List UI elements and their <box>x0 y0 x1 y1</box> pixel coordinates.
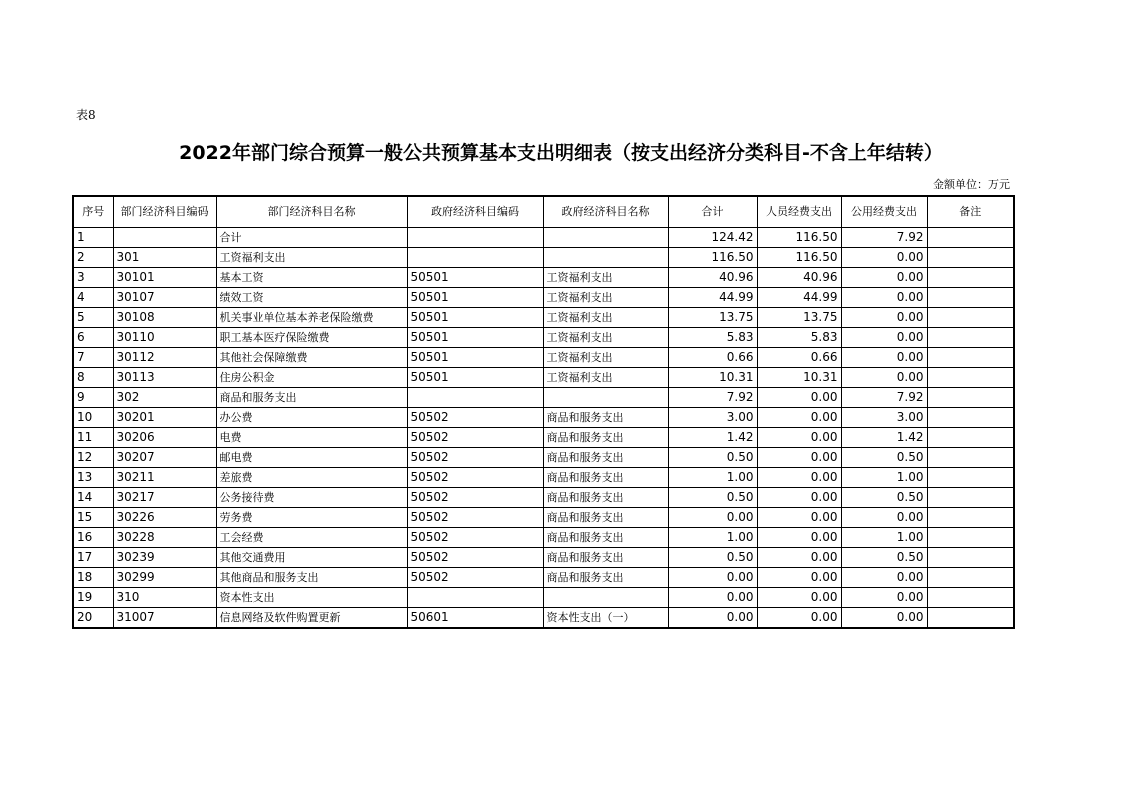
cell-seq: 5 <box>73 308 113 328</box>
cell-personnel: 0.00 <box>757 428 841 448</box>
cell-personnel: 0.00 <box>757 468 841 488</box>
cell-gov-code <box>407 588 543 608</box>
cell-dept-name: 邮电费 <box>216 448 407 468</box>
cell-dept-name: 其他社会保障缴费 <box>216 348 407 368</box>
cell-personnel: 10.31 <box>757 368 841 388</box>
table-row <box>73 568 1014 588</box>
header-seq: 序号 <box>73 196 113 228</box>
cell-dept-name: 职工基本医疗保险缴费 <box>216 328 407 348</box>
cell-personnel: 0.00 <box>757 568 841 588</box>
cell-public: 0.00 <box>841 328 927 348</box>
cell-note <box>927 268 1014 288</box>
cell-personnel: 44.99 <box>757 288 841 308</box>
cell-dept-code: 30101 <box>113 268 216 288</box>
cell-dept-code: 30239 <box>113 548 216 568</box>
cell-gov-name: 工资福利支出 <box>543 268 668 288</box>
cell-public: 0.00 <box>841 268 927 288</box>
cell-total: 1.00 <box>668 528 757 548</box>
table-row <box>73 528 1014 548</box>
cell-total: 0.00 <box>668 608 757 629</box>
cell-public: 0.00 <box>841 588 927 608</box>
table-row <box>73 488 1014 508</box>
cell-public: 1.00 <box>841 468 927 488</box>
cell-total: 0.00 <box>668 588 757 608</box>
cell-dept-code: 30110 <box>113 328 216 348</box>
table-row <box>73 368 1014 388</box>
cell-dept-name: 基本工资 <box>216 268 407 288</box>
table-row <box>73 388 1014 408</box>
table-row <box>73 468 1014 488</box>
table-row <box>73 428 1014 448</box>
table-row <box>73 308 1014 328</box>
cell-gov-code: 50502 <box>407 548 543 568</box>
cell-gov-name: 工资福利支出 <box>543 368 668 388</box>
cell-seq: 11 <box>73 428 113 448</box>
cell-dept-code: 30226 <box>113 508 216 528</box>
cell-total: 0.50 <box>668 548 757 568</box>
cell-gov-name <box>543 388 668 408</box>
cell-total: 0.00 <box>668 508 757 528</box>
header-dept-name: 部门经济科目名称 <box>216 196 407 228</box>
cell-personnel: 0.00 <box>757 528 841 548</box>
cell-note <box>927 408 1014 428</box>
cell-dept-code: 30112 <box>113 348 216 368</box>
cell-gov-code <box>407 388 543 408</box>
cell-seq: 7 <box>73 348 113 368</box>
cell-dept-code: 30107 <box>113 288 216 308</box>
cell-total: 0.50 <box>668 488 757 508</box>
cell-gov-code: 50501 <box>407 368 543 388</box>
page-title: 2022年部门综合预算一般公共预算基本支出明细表（按支出经济分类科目-不含上年结转） <box>179 142 943 164</box>
cell-dept-code: 302 <box>113 388 216 408</box>
cell-dept-code: 30228 <box>113 528 216 548</box>
cell-total: 0.00 <box>668 568 757 588</box>
cell-public: 0.50 <box>841 548 927 568</box>
cell-public: 0.00 <box>841 308 927 328</box>
cell-gov-code <box>407 248 543 268</box>
cell-gov-code: 50501 <box>407 328 543 348</box>
cell-total: 44.99 <box>668 288 757 308</box>
cell-seq: 10 <box>73 408 113 428</box>
cell-seq: 16 <box>73 528 113 548</box>
cell-dept-name: 工资福利支出 <box>216 248 407 268</box>
cell-total: 7.92 <box>668 388 757 408</box>
cell-dept-name: 办公费 <box>216 408 407 428</box>
cell-total: 3.00 <box>668 408 757 428</box>
cell-dept-code: 30207 <box>113 448 216 468</box>
cell-dept-name: 合计 <box>216 228 407 248</box>
header-public: 公用经费支出 <box>841 196 927 228</box>
cell-gov-code: 50502 <box>407 428 543 448</box>
table-number-label: 表8 <box>76 108 96 122</box>
cell-dept-code: 30201 <box>113 408 216 428</box>
cell-public: 0.00 <box>841 288 927 308</box>
cell-note <box>927 228 1014 248</box>
cell-gov-code: 50601 <box>407 608 543 629</box>
cell-gov-code: 50502 <box>407 448 543 468</box>
cell-note <box>927 348 1014 368</box>
cell-public: 1.42 <box>841 428 927 448</box>
cell-note <box>927 308 1014 328</box>
cell-gov-name: 商品和服务支出 <box>543 508 668 528</box>
cell-personnel: 0.00 <box>757 448 841 468</box>
cell-seq: 1 <box>73 228 113 248</box>
table-row <box>73 448 1014 468</box>
cell-gov-code: 50501 <box>407 348 543 368</box>
cell-seq: 15 <box>73 508 113 528</box>
cell-note <box>927 368 1014 388</box>
header-personnel: 人员经费支出 <box>757 196 841 228</box>
cell-dept-name: 资本性支出 <box>216 588 407 608</box>
table-row <box>73 228 1014 248</box>
cell-public: 0.00 <box>841 508 927 528</box>
cell-personnel: 0.00 <box>757 388 841 408</box>
cell-dept-name: 其他商品和服务支出 <box>216 568 407 588</box>
cell-dept-name: 电费 <box>216 428 407 448</box>
cell-note <box>927 428 1014 448</box>
cell-dept-code: 310 <box>113 588 216 608</box>
cell-gov-code: 50501 <box>407 308 543 328</box>
cell-gov-name <box>543 228 668 248</box>
cell-total: 1.42 <box>668 428 757 448</box>
cell-seq: 12 <box>73 448 113 468</box>
header-note: 备注 <box>927 196 1014 228</box>
cell-public: 0.50 <box>841 488 927 508</box>
cell-personnel: 13.75 <box>757 308 841 328</box>
cell-seq: 8 <box>73 368 113 388</box>
cell-gov-code: 50502 <box>407 468 543 488</box>
cell-dept-code: 30299 <box>113 568 216 588</box>
cell-public: 7.92 <box>841 388 927 408</box>
table-row <box>73 508 1014 528</box>
cell-gov-name: 商品和服务支出 <box>543 548 668 568</box>
cell-seq: 17 <box>73 548 113 568</box>
cell-note <box>927 588 1014 608</box>
cell-dept-name: 劳务费 <box>216 508 407 528</box>
cell-gov-name <box>543 588 668 608</box>
cell-note <box>927 528 1014 548</box>
cell-dept-code: 31007 <box>113 608 216 629</box>
table-row <box>73 248 1014 268</box>
cell-personnel: 0.00 <box>757 548 841 568</box>
table-row <box>73 608 1014 629</box>
cell-seq: 4 <box>73 288 113 308</box>
cell-seq: 18 <box>73 568 113 588</box>
cell-personnel: 0.00 <box>757 408 841 428</box>
cell-dept-name: 住房公积金 <box>216 368 407 388</box>
cell-gov-name: 商品和服务支出 <box>543 528 668 548</box>
header-gov-name: 政府经济科目名称 <box>543 196 668 228</box>
cell-personnel: 0.00 <box>757 608 841 629</box>
cell-gov-name: 工资福利支出 <box>543 328 668 348</box>
cell-total: 0.66 <box>668 348 757 368</box>
cell-gov-name: 商品和服务支出 <box>543 488 668 508</box>
cell-public: 0.00 <box>841 608 927 629</box>
cell-dept-name: 商品和服务支出 <box>216 388 407 408</box>
cell-note <box>927 488 1014 508</box>
cell-gov-code: 50502 <box>407 568 543 588</box>
cell-dept-name: 公务接待费 <box>216 488 407 508</box>
cell-dept-name: 机关事业单位基本养老保险缴费 <box>216 308 407 328</box>
cell-public: 0.00 <box>841 348 927 368</box>
header-total: 合计 <box>668 196 757 228</box>
cell-dept-code: 30206 <box>113 428 216 448</box>
header-gov-code: 政府经济科目编码 <box>407 196 543 228</box>
cell-gov-code: 50501 <box>407 268 543 288</box>
table-row <box>73 588 1014 608</box>
cell-public: 3.00 <box>841 408 927 428</box>
cell-personnel: 5.83 <box>757 328 841 348</box>
cell-personnel: 0.66 <box>757 348 841 368</box>
cell-dept-name: 差旅费 <box>216 468 407 488</box>
cell-dept-name: 信息网络及软件购置更新 <box>216 608 407 629</box>
cell-seq: 13 <box>73 468 113 488</box>
cell-gov-name: 工资福利支出 <box>543 308 668 328</box>
cell-total: 124.42 <box>668 228 757 248</box>
cell-dept-code: 30113 <box>113 368 216 388</box>
cell-dept-code <box>113 228 216 248</box>
table-row <box>73 408 1014 428</box>
cell-dept-code: 301 <box>113 248 216 268</box>
cell-dept-code: 30211 <box>113 468 216 488</box>
cell-dept-name: 工会经费 <box>216 528 407 548</box>
cell-note <box>927 448 1014 468</box>
cell-gov-code <box>407 228 543 248</box>
cell-personnel: 0.00 <box>757 588 841 608</box>
cell-note <box>927 568 1014 588</box>
cell-gov-name <box>543 248 668 268</box>
cell-note <box>927 248 1014 268</box>
header-dept-code: 部门经济科目编码 <box>113 196 216 228</box>
table-row <box>73 328 1014 348</box>
table-row <box>73 288 1014 308</box>
cell-note <box>927 328 1014 348</box>
cell-gov-name: 工资福利支出 <box>543 288 668 308</box>
cell-personnel: 40.96 <box>757 268 841 288</box>
cell-dept-code: 30108 <box>113 308 216 328</box>
cell-seq: 6 <box>73 328 113 348</box>
cell-total: 10.31 <box>668 368 757 388</box>
table-row <box>73 548 1014 568</box>
cell-seq: 2 <box>73 248 113 268</box>
cell-public: 0.00 <box>841 248 927 268</box>
cell-total: 116.50 <box>668 248 757 268</box>
cell-gov-code: 50502 <box>407 488 543 508</box>
cell-dept-code: 30217 <box>113 488 216 508</box>
table-row <box>73 268 1014 288</box>
table-header-row <box>73 196 1014 228</box>
cell-seq: 9 <box>73 388 113 408</box>
cell-public: 1.00 <box>841 528 927 548</box>
cell-note <box>927 508 1014 528</box>
cell-personnel: 116.50 <box>757 248 841 268</box>
cell-seq: 14 <box>73 488 113 508</box>
cell-public: 0.00 <box>841 368 927 388</box>
cell-gov-name: 商品和服务支出 <box>543 428 668 448</box>
cell-gov-code: 50502 <box>407 508 543 528</box>
cell-seq: 3 <box>73 268 113 288</box>
cell-gov-name: 商品和服务支出 <box>543 408 668 428</box>
cell-personnel: 116.50 <box>757 228 841 248</box>
cell-public: 0.00 <box>841 568 927 588</box>
cell-gov-name: 工资福利支出 <box>543 348 668 368</box>
cell-total: 13.75 <box>668 308 757 328</box>
cell-note <box>927 608 1014 629</box>
cell-seq: 19 <box>73 588 113 608</box>
cell-dept-name: 其他交通费用 <box>216 548 407 568</box>
cell-note <box>927 388 1014 408</box>
cell-gov-code: 50502 <box>407 528 543 548</box>
cell-total: 1.00 <box>668 468 757 488</box>
cell-public: 7.92 <box>841 228 927 248</box>
cell-public: 0.50 <box>841 448 927 468</box>
table-row <box>73 348 1014 368</box>
cell-note <box>927 288 1014 308</box>
budget-table <box>72 195 1015 629</box>
cell-total: 5.83 <box>668 328 757 348</box>
cell-gov-name: 商品和服务支出 <box>543 448 668 468</box>
cell-gov-name: 商品和服务支出 <box>543 468 668 488</box>
cell-note <box>927 468 1014 488</box>
cell-dept-name: 绩效工资 <box>216 288 407 308</box>
cell-total: 0.50 <box>668 448 757 468</box>
cell-gov-code: 50501 <box>407 288 543 308</box>
cell-note <box>927 548 1014 568</box>
cell-personnel: 0.00 <box>757 488 841 508</box>
unit-label: 金额单位：万元 <box>933 178 1010 191</box>
cell-seq: 20 <box>73 608 113 629</box>
cell-personnel: 0.00 <box>757 508 841 528</box>
cell-gov-code: 50502 <box>407 408 543 428</box>
cell-gov-name: 商品和服务支出 <box>543 568 668 588</box>
cell-gov-name: 资本性支出（一） <box>543 608 668 629</box>
cell-total: 40.96 <box>668 268 757 288</box>
